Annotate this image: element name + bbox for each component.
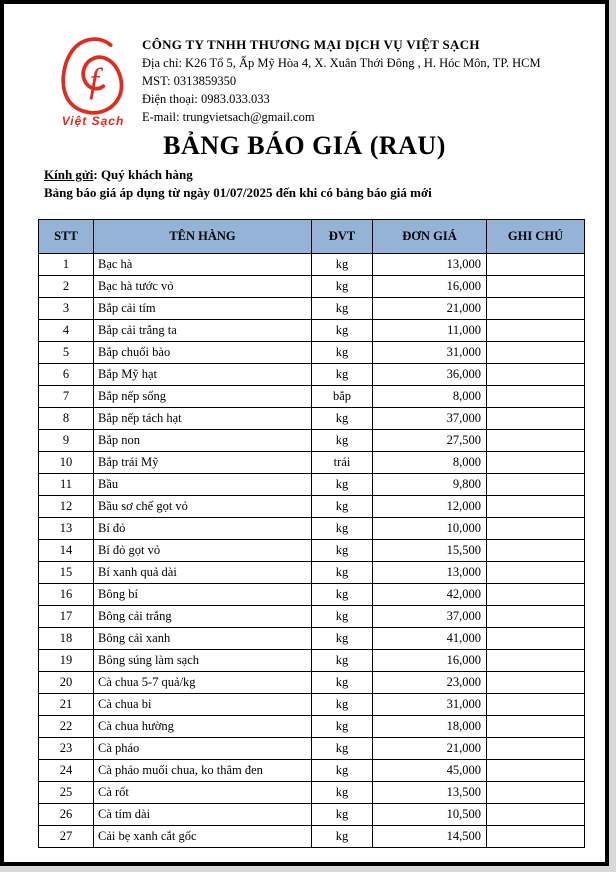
cell-note (487, 408, 585, 430)
table-row (39, 518, 585, 540)
cell-unit: kg (312, 496, 373, 518)
cell-unit: kg (312, 364, 373, 386)
cell-stt: 19 (39, 650, 94, 672)
cell-name: Bắp nếp sống (94, 386, 312, 408)
cell-stt: 25 (39, 782, 94, 804)
cell-price: 13,500 (373, 782, 487, 804)
table-row (39, 694, 585, 716)
cell-note (487, 386, 585, 408)
greeting-label: Kính gửi (44, 167, 94, 182)
cell-note (487, 738, 585, 760)
validity-line: Bảng báo giá áp dụng từ ngày 01/07/2025 đến khi có bảng báo giá mới (44, 185, 432, 200)
cell-name: Bắp chuối bào (94, 342, 312, 364)
cell-stt: 7 (39, 386, 94, 408)
cell-stt: 16 (39, 584, 94, 606)
cell-name: Bạc hà (94, 254, 312, 276)
cell-unit: kg (312, 694, 373, 716)
cell-note (487, 276, 585, 298)
cell-unit: kg (312, 518, 373, 540)
cell-stt: 11 (39, 474, 94, 496)
cell-name: Bắp nếp tách hạt (94, 408, 312, 430)
cell-name: Bông súng làm sạch (94, 650, 312, 672)
cell-name: Bí đỏ (94, 518, 312, 540)
cell-unit: kg (312, 430, 373, 452)
cell-unit: kg (312, 738, 373, 760)
cell-stt: 4 (39, 320, 94, 342)
cell-price: 8,000 (373, 386, 487, 408)
cell-note (487, 342, 585, 364)
cell-stt: 18 (39, 628, 94, 650)
table-row (39, 584, 585, 606)
cell-stt: 2 (39, 276, 94, 298)
header-unit: ĐVT (312, 220, 373, 254)
company-name: CÔNG TY TNHH THƯƠNG MẠI DỊCH VỤ VIỆT SẠCH (142, 37, 480, 52)
cell-name: Cà pháo muối chua, ko thâm đen (94, 760, 312, 782)
cell-note (487, 320, 585, 342)
cell-stt: 13 (39, 518, 94, 540)
cell-stt: 14 (39, 540, 94, 562)
table-row (39, 650, 585, 672)
cell-name: Bắp Mỹ hạt (94, 364, 312, 386)
cell-price: 13,000 (373, 254, 487, 276)
cell-name: Bông cải xanh (94, 628, 312, 650)
cell-name: Bầu (94, 474, 312, 496)
cell-unit: kg (312, 408, 373, 430)
cell-price: 18,000 (373, 716, 487, 738)
cell-note (487, 364, 585, 386)
table-row (39, 804, 585, 826)
cell-name: Bầu sơ chế gọt vỏ (94, 496, 312, 518)
cell-unit: trái (312, 452, 373, 474)
table-row (39, 716, 585, 738)
cell-unit: kg (312, 562, 373, 584)
cell-stt: 24 (39, 760, 94, 782)
table-row (39, 782, 585, 804)
cell-price: 31,000 (373, 342, 487, 364)
cell-note (487, 562, 585, 584)
table-row (39, 628, 585, 650)
cell-name: Bắp non (94, 430, 312, 452)
cell-name: Cà rốt (94, 782, 312, 804)
letterhead (54, 34, 605, 128)
table-row (39, 298, 585, 320)
table-row (39, 364, 585, 386)
header-stt: STT (39, 220, 94, 254)
cell-note (487, 474, 585, 496)
cell-price: 21,000 (373, 738, 487, 760)
table-row (39, 738, 585, 760)
cell-note (487, 628, 585, 650)
cell-unit: kg (312, 276, 373, 298)
table-row (39, 408, 585, 430)
cell-note (487, 430, 585, 452)
cell-price: 37,000 (373, 606, 487, 628)
cell-unit: kg (312, 760, 373, 782)
cell-unit: kg (312, 650, 373, 672)
cell-unit: bắp (312, 386, 373, 408)
company-phone: Điện thoại: 0983.033.033 (142, 92, 270, 106)
cell-stt: 17 (39, 606, 94, 628)
cell-stt: 12 (39, 496, 94, 518)
company-logo (54, 34, 132, 128)
cell-stt: 10 (39, 452, 94, 474)
cell-stt: 8 (39, 408, 94, 430)
cell-name: Bạc hà tước vỏ (94, 276, 312, 298)
cell-note (487, 540, 585, 562)
cell-stt: 5 (39, 342, 94, 364)
cell-name: Cải bẹ xanh cắt gốc (94, 826, 312, 848)
cell-note (487, 584, 585, 606)
cell-name: Cà tím dài (94, 804, 312, 826)
egg-spiral-logo-icon (54, 34, 132, 116)
cell-note (487, 804, 585, 826)
cell-stt: 22 (39, 716, 94, 738)
cell-unit: kg (312, 540, 373, 562)
price-table-body (39, 254, 585, 848)
cell-price: 36,000 (373, 364, 487, 386)
company-tax-code: MST: 0313859350 (142, 74, 237, 88)
header-price: ĐƠN GIÁ (373, 220, 487, 254)
cell-name: Bắp cải trắng ta (94, 320, 312, 342)
cell-stt: 9 (39, 430, 94, 452)
cell-unit: kg (312, 298, 373, 320)
cell-price: 41,000 (373, 628, 487, 650)
table-row (39, 496, 585, 518)
table-row (39, 474, 585, 496)
cell-note (487, 782, 585, 804)
table-row (39, 320, 585, 342)
table-row (39, 386, 585, 408)
cell-name: Bắp cải tím (94, 298, 312, 320)
cell-price: 14,500 (373, 826, 487, 848)
cell-name: Cà chua hường (94, 716, 312, 738)
header-note: GHI CHÚ (487, 220, 585, 254)
cell-price: 21,000 (373, 298, 487, 320)
cell-price: 16,000 (373, 650, 487, 672)
svg-text:f: f (89, 59, 100, 100)
table-row (39, 606, 585, 628)
cell-price: 8,000 (373, 452, 487, 474)
cell-stt: 23 (39, 738, 94, 760)
cell-name: Bắp trái Mỹ (94, 452, 312, 474)
cell-note (487, 496, 585, 518)
cell-note (487, 694, 585, 716)
cell-unit: kg (312, 782, 373, 804)
cell-name: Cà pháo (94, 738, 312, 760)
cell-price: 42,000 (373, 584, 487, 606)
cell-name: Bông cải trắng (94, 606, 312, 628)
cell-price: 15,500 (373, 540, 487, 562)
cell-unit: kg (312, 342, 373, 364)
company-info (142, 34, 541, 128)
cell-price: 10,500 (373, 804, 487, 826)
greeting-line (44, 166, 605, 184)
cell-unit: kg (312, 716, 373, 738)
cell-stt: 15 (39, 562, 94, 584)
cell-name: Cà chua bi (94, 694, 312, 716)
price-table (38, 219, 585, 848)
table-row (39, 540, 585, 562)
cell-name: Bông bí (94, 584, 312, 606)
cell-unit: kg (312, 628, 373, 650)
cell-stt: 1 (39, 254, 94, 276)
cell-stt: 27 (39, 826, 94, 848)
cell-price: 11,000 (373, 320, 487, 342)
cell-unit: kg (312, 672, 373, 694)
cell-price: 12,000 (373, 496, 487, 518)
cell-note (487, 452, 585, 474)
cell-price: 9,800 (373, 474, 487, 496)
cell-unit: kg (312, 826, 373, 848)
cell-note (487, 672, 585, 694)
cell-unit: kg (312, 320, 373, 342)
cell-price: 13,000 (373, 562, 487, 584)
table-row (39, 760, 585, 782)
cell-unit: kg (312, 584, 373, 606)
cell-note (487, 650, 585, 672)
cell-unit: kg (312, 804, 373, 826)
cell-price: 16,000 (373, 276, 487, 298)
cell-note (487, 716, 585, 738)
cell-name: Bí xanh quả dài (94, 562, 312, 584)
cell-stt: 6 (39, 364, 94, 386)
logo-brand-text: Việt Sạch (61, 114, 125, 128)
greeting-block (44, 166, 605, 202)
cell-note (487, 826, 585, 848)
table-row (39, 430, 585, 452)
cell-unit: kg (312, 606, 373, 628)
cell-price: 10,000 (373, 518, 487, 540)
cell-price: 37,000 (373, 408, 487, 430)
table-row (39, 276, 585, 298)
company-email: E-mail: trungvietsach@gmail.com (142, 110, 315, 124)
cell-stt: 3 (39, 298, 94, 320)
table-row (39, 562, 585, 584)
cell-stt: 21 (39, 694, 94, 716)
cell-price: 27,500 (373, 430, 487, 452)
company-address: Địa chỉ: K26 Tổ 5, Ấp Mỹ Hòa 4, X. Xuân Thới Đông , H. Hóc Môn, TP. HCM (142, 56, 541, 70)
table-row (39, 342, 585, 364)
table-row (39, 254, 585, 276)
price-table-header-row (39, 220, 585, 254)
header-name: TÊN HÀNG (94, 220, 312, 254)
table-row (39, 452, 585, 474)
greeting-recipient: : Quý khách hàng (93, 167, 193, 182)
cell-price: 23,000 (373, 672, 487, 694)
cell-note (487, 518, 585, 540)
cell-unit: kg (312, 254, 373, 276)
cell-name: Bí đỏ gọt vỏ (94, 540, 312, 562)
cell-note (487, 254, 585, 276)
cell-price: 31,000 (373, 694, 487, 716)
cell-name: Cà chua 5-7 quả/kg (94, 672, 312, 694)
cell-note (487, 760, 585, 782)
table-row (39, 826, 585, 848)
cell-stt: 26 (39, 804, 94, 826)
cell-note (487, 298, 585, 320)
table-row (39, 672, 585, 694)
cell-unit: kg (312, 474, 373, 496)
document-title: BẢNG BÁO GIÁ (RAU) (163, 131, 446, 160)
cell-price: 45,000 (373, 760, 487, 782)
cell-stt: 20 (39, 672, 94, 694)
cell-note (487, 606, 585, 628)
